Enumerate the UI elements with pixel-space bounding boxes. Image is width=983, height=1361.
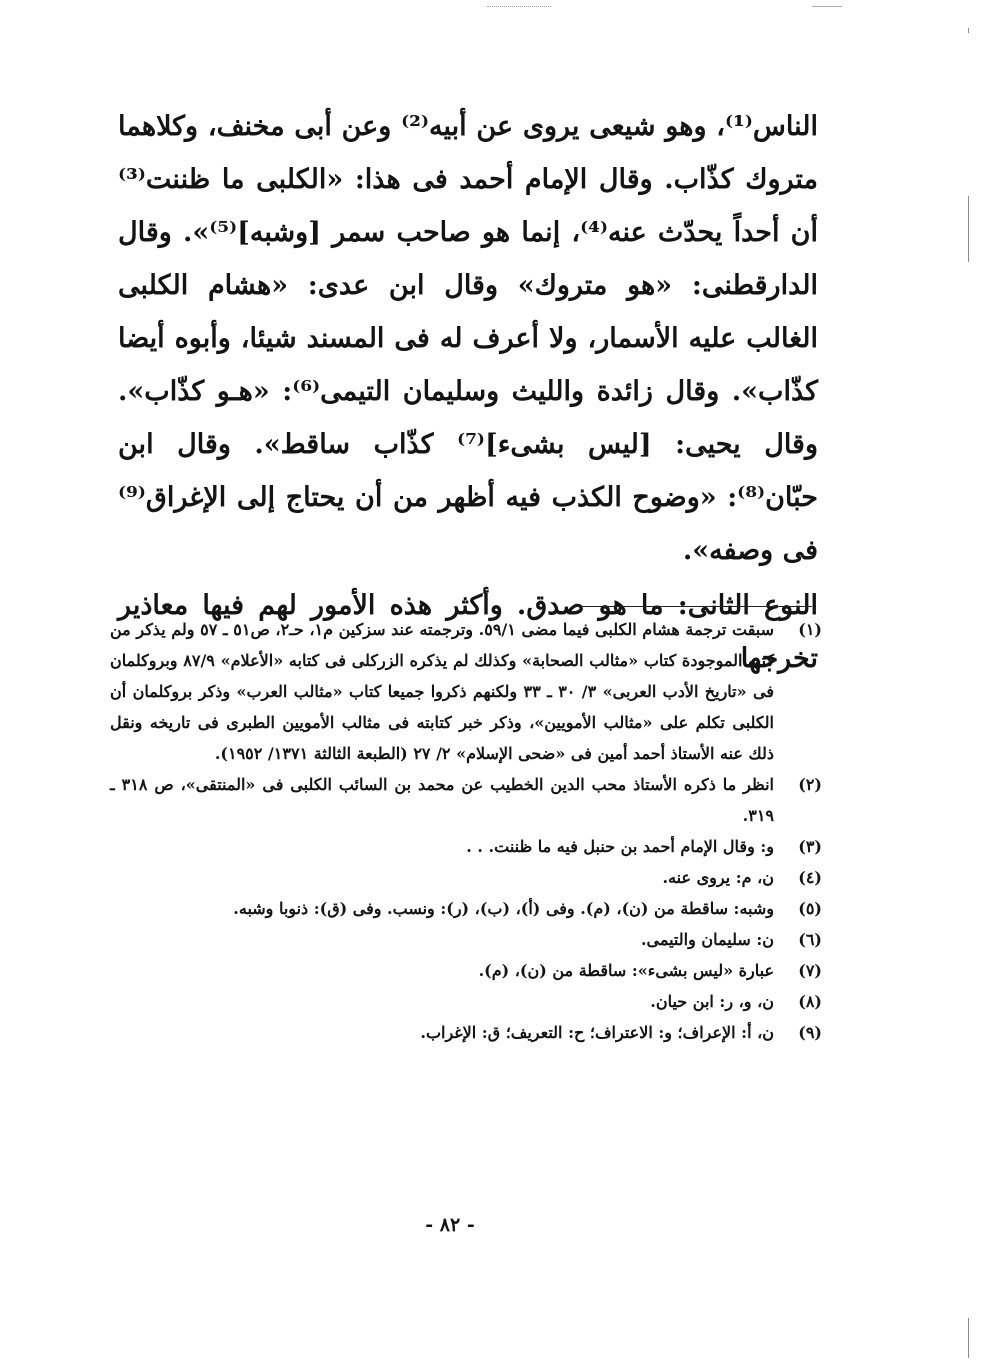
footnote-text: ن، و، ر: ابن حيان. — [650, 992, 774, 1011]
footnote-separator — [572, 606, 812, 607]
footnote-number: (٢) — [798, 775, 822, 794]
footnote-text: عبارة «ليس بشىء»: ساقطة من (ن)، (م). — [478, 961, 774, 980]
top-scan-mark — [487, 6, 551, 7]
footnote-text: وشبه: ساقطة من (ن)، (م). وفى (أ)، (ب)، (ر): ونسب. وفى (ق): ذنوبا وشبه. — [233, 899, 774, 918]
footnote-number: (٤) — [798, 868, 822, 887]
footnote-text: ن، أ: الإعراف؛ و: الاعتراف؛ ح: التعريف؛ ق: الإغراب. — [420, 1023, 774, 1042]
footnote-text: ن، م: يروى عنه. — [662, 868, 774, 887]
footnote — [110, 862, 822, 893]
footnote — [110, 986, 822, 1017]
body-paragraph: النوع الثانى: ما هو صدق. وأكثر هذه الأمور لهم فيها معاذير تخرجها — [118, 590, 818, 674]
footnote-number: (٥) — [798, 899, 822, 918]
main-text — [118, 100, 818, 685]
body-paragraph: الناس⁽¹⁾، وهو شيعى يروى عن أبيه⁽²⁾ وعن أبى مخنف، وكلاهما متروك كذّاب. وقال الإمام أحمد فى هذا: «الكلبى ما ظننت⁽³⁾ أن أحداً يحدّث عنه⁽⁴⁾، إنما هو صاحب سمر [وشبه]⁽⁵⁾». وقال الدارقطنى: «هو متروك» وقال ابن عدى: «هشام الكلبى الغالب عليه الأسمار، ولا أعرف له فى المسند شيئا، وأبوه أيضا كذّاب». وقال زائدة والليث وسليمان التيمى⁽⁶⁾: «هـو كذّاب». وقال يحيى: [ليس بشىء]⁽⁷⁾ كذّاب ساقط». وقال ابن حبّان⁽⁸⁾: «وضوح الكذب فيه أظهر من أن يحتاج إلى الإغراق⁽⁹⁾ فى وصفه». — [118, 111, 819, 566]
footnotes — [110, 614, 822, 1048]
footnote-number: (١) — [798, 620, 822, 639]
footnote — [110, 955, 822, 986]
scan-edge-mark — [968, 1318, 969, 1358]
footnote-text: و: وقال الإمام أحمد بن حنبل فيه ما ظننت. . . — [466, 837, 774, 856]
footnote — [110, 769, 822, 831]
footnote-number: (٧) — [798, 961, 822, 980]
footnote — [110, 1017, 822, 1048]
scan-edge-mark — [968, 196, 969, 262]
footnote-text: سبقت ترجمة هشام الكلبى فيما مضى ٥٩/١. وترجمته عند سزكين م١، حـ٢، ص٥١ ـ ٥٧ ولم يذكر من كتبه الموجودة كتاب «مثالب الصحابة» وكذلك لم يذكره الزركلى فى كتابه «الأعلام» ٨٧/٩ وبروكلمان فى «تاريخ الأدب العربى» ٣/ ٣٠ ـ ٣٣ ولكنهم ذكروا جميعا كتاب «مثالب العرب» وذكر بروكلمان أن الكلبى تكلم على «مثالب الأمويين»، وذكر خبر كتابته فى مثالب الأمويين الطبرى فى تاريخه ونقل ذلك عنه الأستاذ أحمد أمين فى «ضحى الإسلام» ٢/ ٢٧ (الطبعة الثالثة ١٣٧١/ ١٩٥٢). — [110, 620, 775, 763]
footnote — [110, 893, 822, 924]
page-number: - ٨٢ - — [425, 1214, 475, 1236]
footnote-number: (٩) — [798, 1023, 822, 1042]
top-scan-mark-right — [812, 6, 842, 7]
footnote-number: (٣) — [798, 837, 822, 856]
footnote-number: (٨) — [798, 992, 822, 1011]
footnote — [110, 614, 822, 769]
footnote-number: (٦) — [798, 930, 822, 949]
footnote — [110, 831, 822, 862]
footnote-text: ن: سليمان والتيمى. — [640, 930, 774, 949]
footnote-text: انظر ما ذكره الأستاذ محب الدين الخطيب عن محمد بن السائب الكلبى فى «المنتقى»، ص ٣١٨ ـ ٣١٩. — [110, 775, 774, 825]
scan-edge-mark — [968, 28, 969, 33]
footnote — [110, 924, 822, 955]
